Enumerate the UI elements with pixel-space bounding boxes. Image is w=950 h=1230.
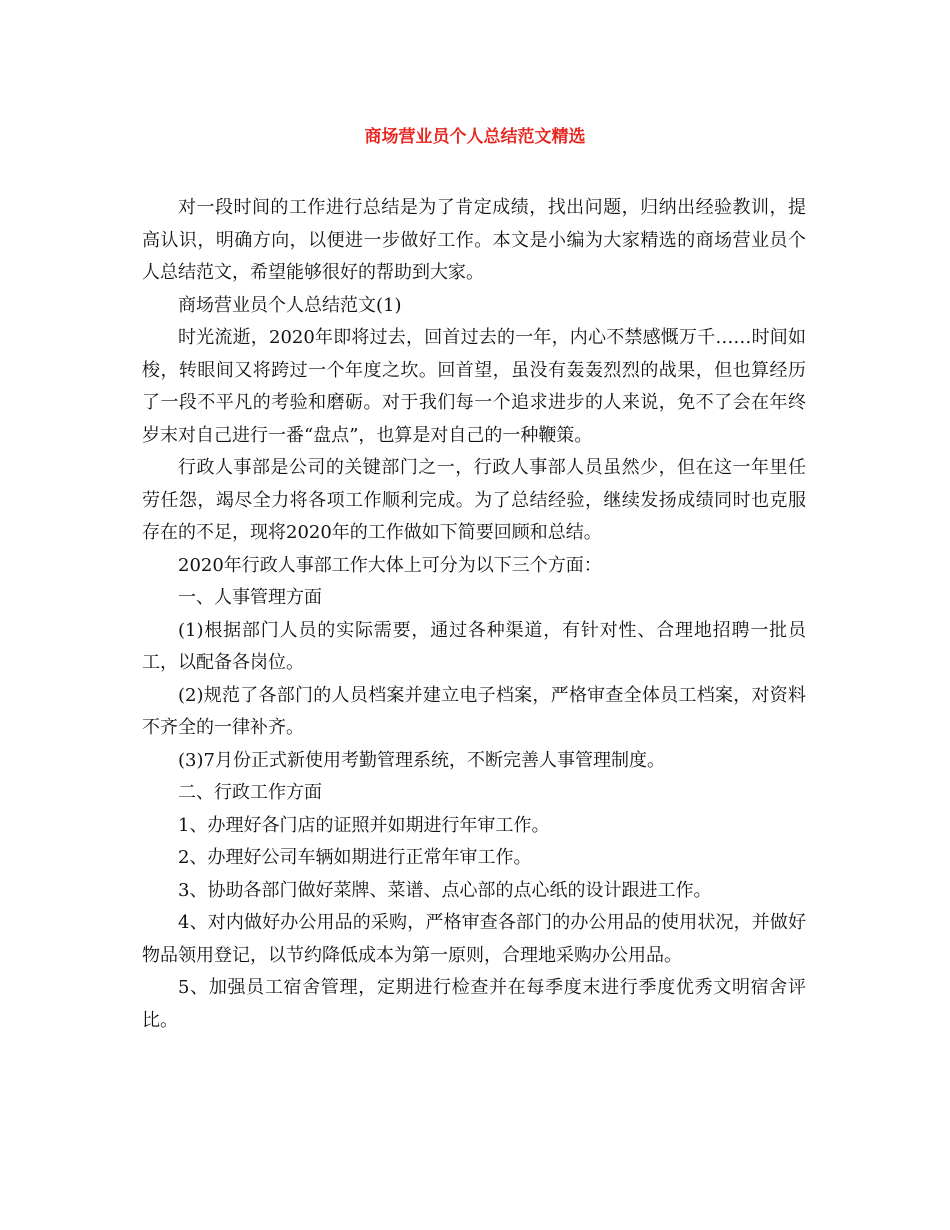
intro-paragraph: 对一段时间的工作进行总结是为了肯定成绩，找出问题，归纳出经验教训，提高认识，明确方向，以便进一步做好工作。本文是小编为大家精选的商场营业员个人总结范文，希望能够很好的帮助到大家。 [142,197,806,283]
list-item: (3)7月份正式新使用考勤管理系统，不断完善人事管理制度。 [178,749,665,771]
body-paragraph: 时光流逝，2020年即将过去，回首过去的一年，内心不禁感慨万千……时间如梭，转眼间又将跨过一个年度之坎。回首望，虽没有轰轰烈烈的战果，但也算经历了一段不平凡的考验和磨砺。对于我们每一个追求进步的人来说，免不了会在年终岁末对自己进行一番“盘点”，也算是对自己的一种鞭策。 [142,327,806,446]
section-heading: 二、行政工作方面 [178,782,322,803]
body-paragraph: 行政人事部是公司的关键部门之一，行政人事部人员虽然少，但在这一年里任劳任怨，竭尽全力将各项工作顺利完成。为了总结经验，继续发扬成绩同时也克服存在的不足，现将2020年的工作做如下简要回顾和总结。 [142,457,806,543]
list-item: (2)规范了各部门的人员档案并建立电子档案，严格审查全体员工档案，对资料不齐全的一律补齐。 [142,684,806,738]
list-item: (1)根据部门人员的实际需要，通过各种渠道，有针对性、合理地招聘一批员工，以配备各岗位。 [142,619,806,673]
list-item: 1、办理好各门店的证照并如期进行年审工作。 [178,814,550,836]
list-item: 5、加强员工宿舍管理，定期进行检查并在每季度末进行季度优秀文明宿舍评比。 [142,977,806,1031]
list-item: 2、办理好公司车辆如期进行正常年审工作。 [178,847,532,868]
list-item: 3、协助各部门做好菜牌、菜谱、点心部的点心纸的设计跟进工作。 [178,879,712,901]
section-heading: 商场营业员个人总结范文(1) [178,294,402,316]
document-title: 商场营业员个人总结范文精选 [364,127,586,147]
body-paragraph: 2020年行政人事部工作大体上可分为以下三个方面： [178,554,602,576]
document-body [142,192,806,1037]
list-item: 4、对内做好办公用品的采购，严格审查各部门的办公用品的使用状况，并做好物品领用登记，以节约降低成本为第一原则，合理地采购办公用品。 [142,912,806,966]
section-heading: 一、人事管理方面 [178,587,322,608]
